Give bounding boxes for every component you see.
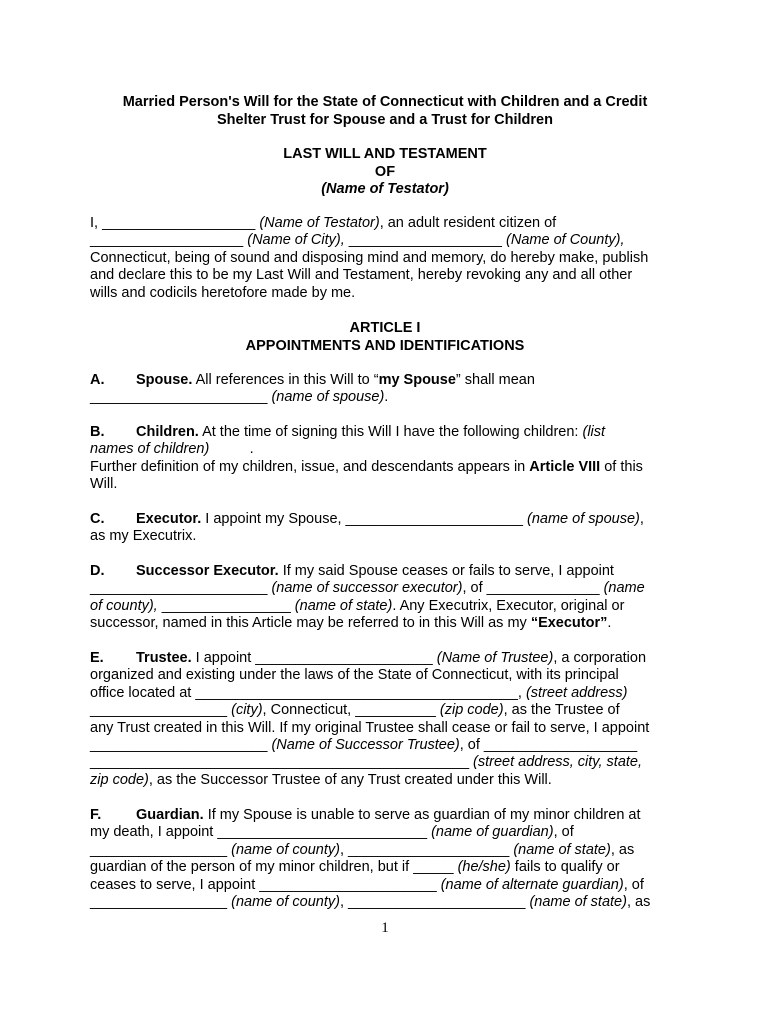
field-hint: (name of guardian)	[431, 824, 554, 841]
field-hint: (city)	[231, 702, 263, 719]
text-line	[90, 424, 680, 441]
text-line: any Trust created in this Will. If my original Trustee shall cease or fail to serve, I appoint	[90, 719, 650, 736]
section-d-successor-executor	[90, 563, 680, 633]
section-f-guardian	[90, 807, 680, 911]
field-hint: (name	[603, 580, 645, 597]
text-line: Will.	[90, 476, 118, 493]
field-hint: (Name of City),	[247, 232, 345, 249]
text-line	[90, 685, 680, 702]
section-label: D.	[90, 563, 105, 579]
text-line	[90, 754, 680, 771]
text-run: fails to qualify or	[510, 859, 620, 876]
text-run: I appoint ______________________	[191, 650, 437, 666]
text-line: Connecticut, being of sound and disposing mind and memory, do hereby make, publish	[90, 249, 649, 266]
field-hint: (street address)	[525, 684, 628, 701]
text-run: All references in this Will to “	[192, 372, 379, 388]
field-hint: (he/she)	[457, 859, 511, 876]
page-number: 1	[381, 920, 389, 936]
field-hint: (Name of County),	[506, 232, 625, 249]
section-label: B.	[90, 424, 105, 440]
text-run: ______________________	[90, 389, 272, 406]
text-run: I, ___________________	[90, 215, 260, 231]
text-line	[90, 389, 680, 406]
text-run: _________________	[90, 841, 232, 858]
text-line	[90, 372, 680, 389]
bold-text: Executor.	[136, 511, 202, 527]
text-run: my death, I appoint __________________________	[90, 824, 432, 841]
will-heading-line-3	[60, 181, 710, 199]
section-b-children	[90, 424, 680, 494]
title-line-1: Married Person's Will for the State of Connecticut with Children and a Credit	[122, 94, 648, 110]
text-run: , ______________________	[339, 894, 530, 911]
text-line	[90, 563, 680, 580]
text-line	[90, 894, 680, 911]
text-line	[90, 737, 680, 754]
bold-text: Article VIII	[529, 458, 601, 475]
text-run: (Name of Testator)	[321, 181, 449, 197]
section-c-executor	[90, 511, 680, 546]
title-line-2: Shelter Trust for Spouse and a Trust for Children	[217, 111, 553, 128]
section-a-spouse	[90, 372, 680, 407]
text-run: ______________________	[90, 580, 272, 597]
text-line	[90, 702, 680, 719]
text-line	[90, 598, 680, 615]
field-hint: of county),	[90, 597, 158, 614]
text-line	[90, 511, 680, 528]
section-label: E.	[90, 650, 104, 666]
text-run: . Any Executrix, Executor, original or	[392, 597, 625, 614]
section-e-trustee	[90, 650, 680, 789]
text-run: guardian of the person of my minor children, but if _____	[90, 859, 458, 876]
field-hint: (name of alternate guardian)	[440, 876, 624, 893]
text-line	[90, 459, 680, 476]
text-run: Further definition of my children, issue, and descendants appears in	[90, 458, 530, 475]
bold-text: Spouse.	[136, 372, 193, 388]
section-label: C.	[90, 511, 105, 527]
text-run: ” shall mean	[455, 372, 535, 388]
text-run: of this	[600, 458, 643, 475]
text-run: .	[209, 441, 254, 458]
text-run: ______________________	[90, 737, 272, 754]
text-run: , Connecticut, __________	[262, 702, 440, 719]
bold-text: “Executor”	[530, 615, 608, 632]
text-line: as my Executrix.	[90, 528, 197, 545]
field-hint: (street address, city, state,	[473, 754, 643, 771]
text-run: , ____________________	[339, 841, 514, 858]
text-run: .	[384, 389, 389, 406]
bold-text: Trustee.	[136, 650, 192, 666]
field-hint: (name of county)	[231, 841, 340, 858]
text-line	[90, 859, 680, 876]
text-run: At the time of signing this Will I have the following children:	[198, 424, 583, 440]
will-heading-line-2: OF	[374, 163, 396, 180]
text-line	[90, 232, 680, 249]
text-run: , of ______________	[462, 580, 604, 597]
text-line	[90, 441, 680, 458]
text-run: ___________________	[344, 232, 507, 249]
text-line	[90, 650, 680, 667]
text-line	[90, 877, 680, 894]
article-title: APPOINTMENTS AND IDENTIFICATIONS	[245, 337, 525, 354]
text-run: , as	[626, 894, 651, 911]
document-title	[60, 94, 710, 129]
field-hint: zip code)	[90, 771, 149, 788]
text-run: ,	[639, 511, 644, 527]
text-line	[90, 807, 680, 824]
bold-text: Successor Executor.	[136, 563, 279, 579]
field-hint: (Name of Trustee)	[436, 650, 554, 666]
field-hint: (name of spouse)	[271, 389, 385, 406]
article-heading	[60, 320, 710, 355]
text-run: ________________	[157, 597, 295, 614]
text-run: If my Spouse is unable to serve as guardian of my minor children at	[203, 807, 641, 823]
text-run: , of	[623, 876, 644, 893]
text-line	[90, 772, 680, 789]
intro-paragraph	[90, 215, 680, 302]
text-run: , of ___________________	[459, 737, 638, 754]
field-hint: (name of successor executor)	[271, 580, 463, 597]
text-run: , as the Trustee of	[503, 702, 620, 719]
field-hint: (name of county)	[231, 894, 340, 911]
field-hint: (zip code)	[439, 702, 504, 719]
text-run: , an adult resident citizen of	[379, 215, 557, 231]
field-hint: (name of state)	[294, 597, 393, 614]
field-hint: (name of spouse)	[527, 511, 640, 527]
will-heading	[60, 146, 710, 199]
text-run: ceases to serve, I appoint ______________________	[90, 876, 441, 893]
text-line: organized and existing under the laws of the State of Connecticut, with its principal	[90, 667, 619, 684]
section-label: A.	[90, 372, 105, 388]
text-run: .	[607, 615, 612, 632]
text-run: ___________________	[90, 232, 248, 249]
text-line: and declare this to be my Last Will and Testament, hereby revoking any and all other	[90, 267, 633, 284]
text-run: office located at ________________________________________,	[90, 684, 526, 701]
text-run: _________________	[90, 894, 232, 911]
bold-text: my Spouse	[378, 372, 456, 388]
field-hint: names of children)	[90, 441, 210, 458]
text-line	[90, 615, 680, 632]
bold-text: Guardian.	[136, 807, 204, 823]
field-hint: (Name of Successor Trustee)	[271, 737, 460, 754]
text-line	[90, 824, 680, 841]
text-run: If my said Spouse ceases or fails to serve, I appoint	[278, 563, 614, 579]
section-label: F.	[90, 807, 102, 823]
text-run: _______________________________________________	[90, 754, 474, 771]
will-heading-line-1: LAST WILL AND TESTAMENT	[283, 146, 487, 162]
text-run: _________________	[90, 702, 232, 719]
text-line	[90, 842, 680, 859]
field-hint: (name of state)	[513, 841, 611, 858]
bold-text: Children.	[136, 424, 199, 440]
text-line: wills and codicils heretofore made by me.	[90, 284, 356, 301]
text-run: , of	[553, 824, 574, 841]
field-hint: (list	[582, 424, 606, 440]
text-line	[90, 215, 680, 232]
text-run: , as the Successor Trustee of any Trust created under this Will.	[148, 771, 552, 788]
text-run: successor, named in this Article may be referred to in this Will as my	[90, 615, 531, 632]
field-hint: (name of state)	[529, 894, 627, 911]
field-hint: (Name of Testator)	[259, 215, 380, 231]
text-run: , as	[610, 841, 635, 858]
text-run: I appoint my Spouse, ______________________	[201, 511, 528, 527]
article-number: ARTICLE I	[349, 320, 421, 336]
text-line	[90, 580, 680, 597]
text-run: , a corporation	[553, 650, 647, 666]
